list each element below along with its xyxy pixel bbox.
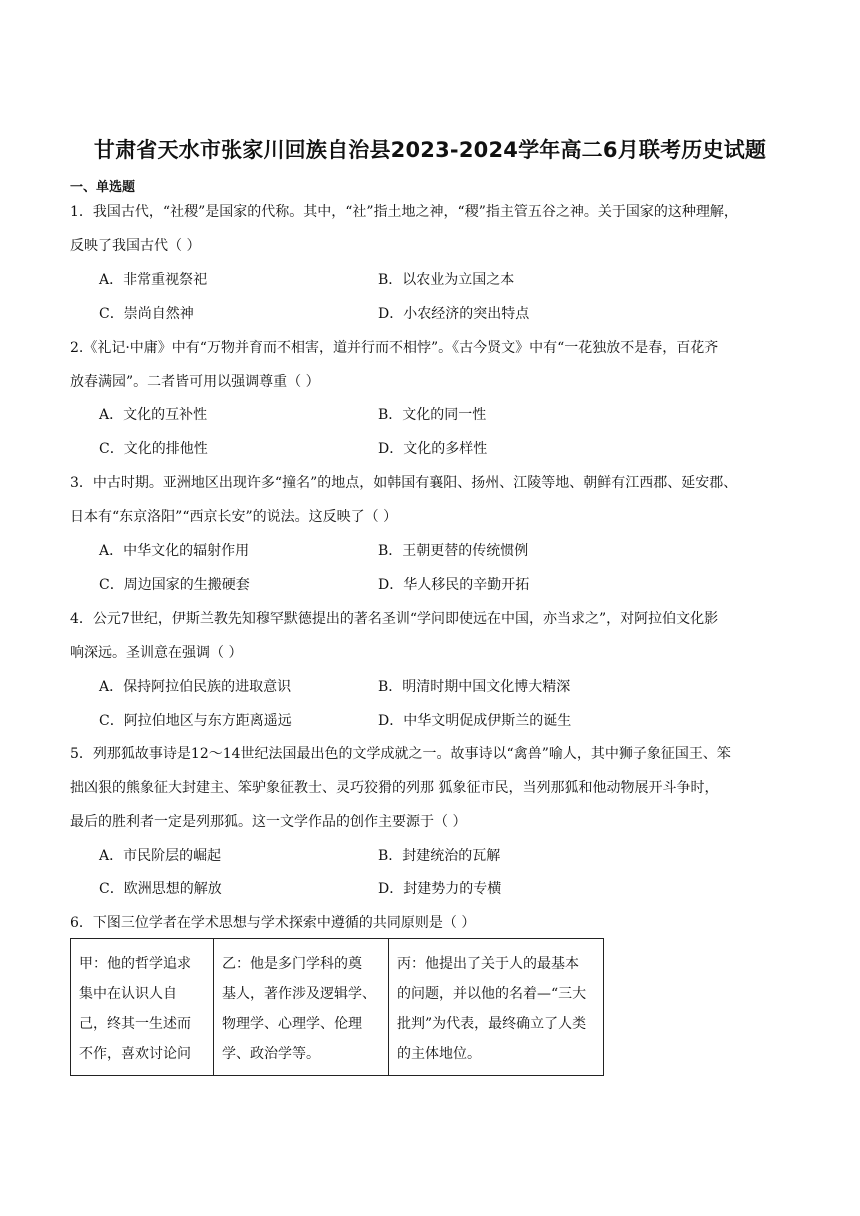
question-text-line: 放春满园”。二者皆可用以强调尊重（ ） — [70, 374, 320, 390]
cell-text-line: 不作，喜欢讨论问 — [79, 1046, 191, 1062]
cell-text-line: 的主体地位。 — [397, 1046, 481, 1062]
cell-text-line: 学、政治学等。 — [222, 1046, 320, 1062]
option-c[interactable]: C．文化的排他性 — [99, 441, 208, 457]
option-b[interactable]: B．文化的同一性 — [378, 407, 487, 423]
cell-text-line: 物理学、心理学、伦理 — [222, 1016, 362, 1032]
option-d[interactable]: D．封建势力的专横 — [378, 881, 502, 897]
table-row — [71, 939, 604, 1076]
option-c[interactable]: C．欧洲思想的解放 — [99, 881, 222, 897]
question-text-line: 5．列那狐故事诗是12～14世纪法国最出色的文学成就之一。故事诗以“禽兽”喻人，其中狮子象征国王、笨 — [70, 746, 731, 762]
option-b[interactable]: B．明清时期中国文化博大精深 — [378, 679, 571, 695]
question-text-line: 3．中古时期。亚洲地区出现许多“撞名”的地点，如韩国有襄阳、扬州、江陵等地、朝鲜有江西郡、延安郡、 — [70, 475, 738, 491]
cell-text-line: 丙：他提出了关于人的最基本 — [397, 956, 579, 972]
option-a[interactable]: A．中华文化的辐射作用 — [99, 543, 250, 559]
table-cell-bing — [389, 939, 604, 1076]
option-d[interactable]: D．中华文明促成伊斯兰的诞生 — [378, 713, 572, 729]
question-text-line: 响深远。圣训意在强调（ ） — [70, 645, 243, 661]
option-b[interactable]: B．王朝更替的传统惯例 — [378, 543, 529, 559]
option-b[interactable]: B．以农业为立国之本 — [378, 272, 515, 288]
option-a[interactable]: A．非常重视祭祀 — [99, 272, 208, 288]
option-d[interactable]: D．文化的多样性 — [378, 441, 488, 457]
question-text-line: 最后的胜利者一定是列那狐。这一文学作品的创作主要源于（ ） — [70, 814, 467, 830]
question-text-line: 拙凶狠的熊象征大封建主、笨驴象征教士、灵巧狡猾的列那 狐象征市民，当列那狐和他动物展开斗争时， — [70, 780, 719, 796]
option-d[interactable]: D．华人移民的辛勤开拓 — [378, 577, 530, 593]
cell-text-line: 基人，著作涉及逻辑学、 — [222, 986, 376, 1002]
option-c[interactable]: C．阿拉伯地区与东方距离遥远 — [99, 713, 292, 729]
cell-text-line: 己，终其一生述而 — [79, 1016, 191, 1032]
cell-text-line: 批判”为代表，最终确立了人类 — [397, 1016, 587, 1032]
option-a[interactable]: A．保持阿拉伯民族的进取意识 — [99, 679, 292, 695]
option-b[interactable]: B．封建统治的瓦解 — [378, 848, 501, 864]
question-text-line: 4．公元7世纪，伊斯兰教先知穆罕默德提出的著名圣训“学问即使远在中国，亦当求之”，对阿拉伯文化影 — [70, 611, 719, 627]
question-text-line: 6．下图三位学者在学术思想与学术探索中遵循的共同原则是（ ） — [70, 915, 476, 931]
scholar-table — [70, 938, 604, 1076]
question-text-line: 1．我国古代，“社稷”是国家的代称。其中，“社”指土地之神，“稷”指主管五谷之神。关于国家的这种理解， — [70, 204, 738, 220]
table-cell-jia — [71, 939, 214, 1076]
section-heading: 一、单选题 — [70, 180, 136, 195]
page-title: 甘肃省天水市张家川回族自治县2023-2024学年高二6月联考历史试题 — [93, 138, 767, 162]
table-cell-yi — [214, 939, 389, 1076]
option-d[interactable]: D．小农经济的突出特点 — [378, 306, 530, 322]
cell-text-line: 集中在认识人自 — [79, 986, 177, 1002]
question-text-line: 日本有“东京洛阳”“西京长安”的说法。这反映了（ ） — [70, 509, 398, 525]
cell-text-line: 的问题，并以他的名着—“三大 — [397, 986, 587, 1002]
cell-text-line: 乙：他是多门学科的奠 — [222, 956, 362, 972]
option-c[interactable]: C．周边国家的生搬硬套 — [99, 577, 250, 593]
question-text-line: 反映了我国古代（ ） — [70, 238, 201, 254]
option-a[interactable]: A．市民阶层的崛起 — [99, 848, 222, 864]
cell-text-line: 甲：他的哲学追求 — [79, 956, 191, 972]
option-a[interactable]: A．文化的互补性 — [99, 407, 208, 423]
option-c[interactable]: C．崇尚自然神 — [99, 306, 194, 322]
question-text-line: 2.《礼记·中庸》中有“万物并育而不相害，道并行而不相悖”。《古今贤文》中有“一花独放不是春，百花齐 — [70, 340, 719, 356]
